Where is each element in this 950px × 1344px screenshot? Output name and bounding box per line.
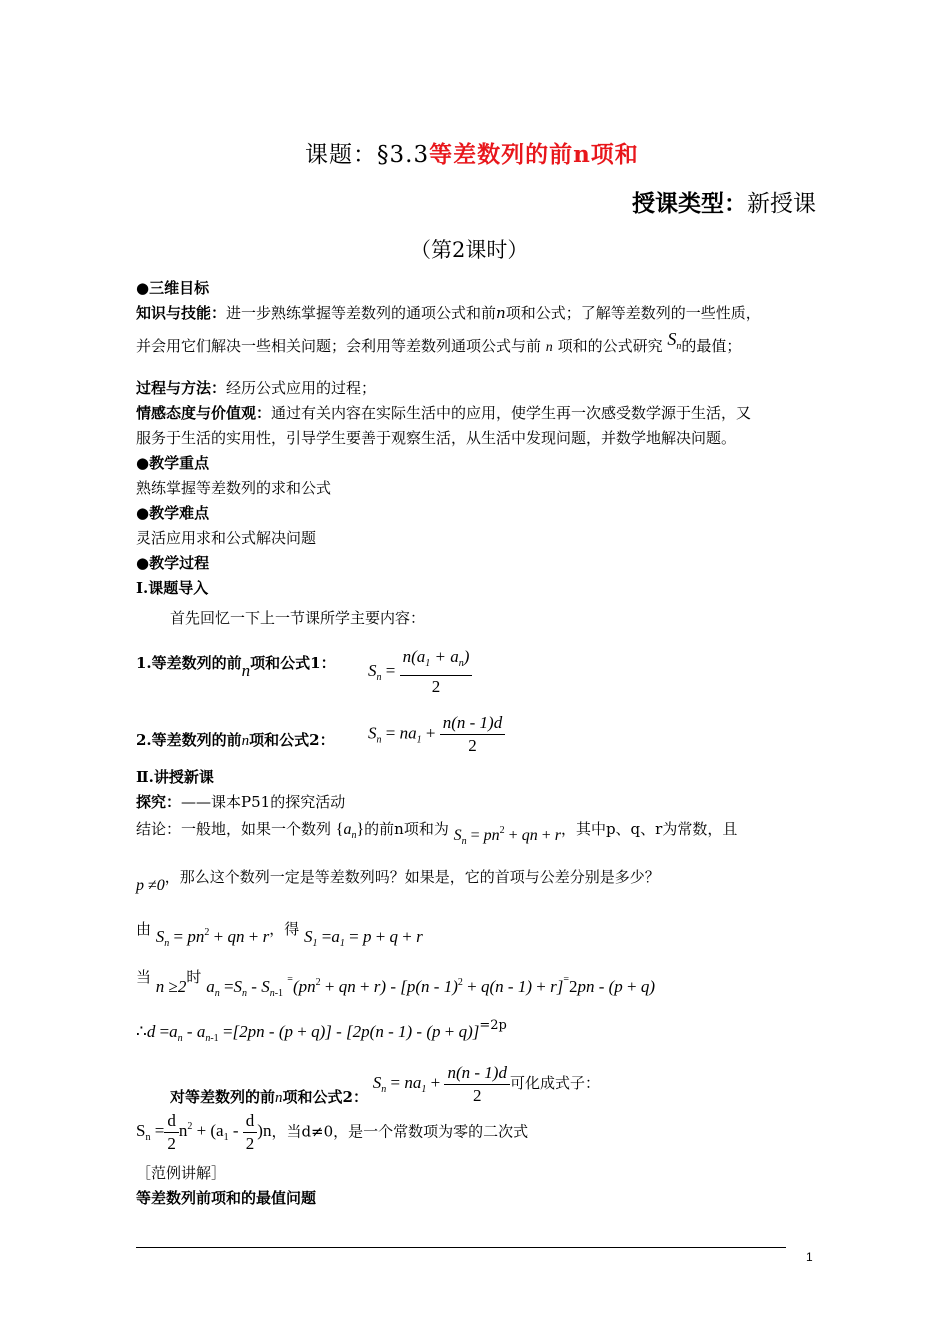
section2-heading: Ⅱ.讲授新课	[136, 768, 214, 786]
formula2-repeat: $S_n = na_1$ + $\frac{n(n - 1)d}{2}$	[373, 1073, 510, 1092]
knowledge-text-b: 项和公式；了解等差数列的一些性质，	[505, 304, 761, 322]
math-n-ge2: n ≥2	[155, 977, 187, 996]
math-n: n	[241, 661, 251, 680]
formula1-label	[136, 652, 336, 680]
derive-eq2p: =2p	[479, 1018, 507, 1033]
goals-heading: ●三维目标	[136, 279, 210, 297]
title-prefix: 课题：§3.3	[305, 142, 430, 168]
conclusion-b: 的前n项和为	[364, 820, 449, 838]
formula2: $S_n = na_1$ + $\frac{n(n - 1)d}{2}$	[368, 712, 505, 757]
conclusion-c: ，其中p、q、r为常数，且	[560, 820, 738, 838]
conclusion-d: ，那么这个数列一定是等差数列吗？如果是，它的首项与公差分别是多少？	[164, 868, 660, 886]
quadratic-line	[136, 1110, 528, 1155]
footer-divider	[136, 1247, 786, 1248]
formula2-label-a: 2.等差数列的前	[136, 731, 242, 749]
difficulty-text: 灵活应用求和公式解决问题	[136, 529, 317, 547]
math-seq: $\{a_n\}$	[335, 821, 365, 841]
knowledge-text-c: 并会用它们解决一些相关问题；会利用等差数列通项公式与前	[136, 337, 542, 355]
formula2-label	[136, 729, 335, 750]
derive-line2	[136, 964, 656, 999]
explore-line	[136, 791, 345, 812]
period: （第2课时）	[410, 238, 529, 262]
emotion-line1	[136, 402, 751, 423]
difficulty-heading: ●教学难点	[136, 504, 210, 522]
process-heading: ●教学过程	[136, 554, 210, 572]
page-number: 1	[806, 1250, 813, 1264]
knowledge-line2	[136, 329, 742, 358]
derive-line3	[136, 1018, 507, 1044]
knowledge-line1	[136, 302, 761, 323]
process-label: 过程与方法：	[136, 379, 227, 397]
math-Sn-def: $S_n = pn^2$ + qn + r	[453, 825, 561, 847]
conclusion-line1	[136, 818, 738, 847]
explore-text: ——课本P51的探究活动	[181, 793, 346, 811]
math-n: n	[545, 340, 553, 355]
formula1: $S_n$ = $\frac{n(a_1 + a_n)}{2}$	[368, 646, 472, 698]
section1-heading: Ⅰ.课题导入	[136, 579, 209, 597]
math-eq2: $S_1 =a_1 = p + q + r$	[304, 927, 423, 949]
knowledge-text-d: 项和的公式研究	[557, 337, 663, 355]
knowledge-text-a: 进一步熟练掌握等差数列的通项公式和前	[226, 304, 497, 322]
math-Sn: $S_n$	[667, 329, 682, 352]
keypoint-text: 熟练掌握等差数列的求和公式	[136, 479, 332, 497]
derive-line1	[136, 918, 423, 949]
lesson-type-label: 授课类型：	[632, 190, 747, 217]
page-title	[305, 136, 639, 169]
rewrite-tail: 可化成式子：	[509, 1074, 600, 1093]
math-n: n	[275, 1090, 283, 1107]
math-quadratic: $S_n$ = $\frac{d}{2}$ $n^2 + (a_1$ - $\frac{d}{2}$ )n	[136, 1111, 272, 1153]
conclusion-line2	[136, 866, 660, 894]
conclusion-a: 结论：一般地，如果一个数列	[136, 820, 332, 838]
math-d: ∴d $=a_n - a_{n-1} =[2pn - (p + q)] - [2p(n - 1) - (p + q)]$	[136, 1022, 480, 1044]
lesson-type	[632, 185, 816, 218]
explore-label: 探究：	[136, 793, 182, 811]
formula2-label-b: 项和公式2：	[249, 731, 335, 749]
process-text: 经历公式应用的过程；	[226, 379, 377, 397]
knowledge-text-e: 的最值；	[681, 337, 742, 355]
derive-dang: 当	[136, 968, 152, 986]
emotion-line2: 服务于生活的实用性，引导学生要善于观察生活，从生活中发现问题，并数学地解决问题。	[136, 429, 737, 447]
formula1-label-b: 项和公式1：	[250, 654, 336, 672]
rewrite-label-a: 对等差数列的前	[170, 1088, 276, 1107]
emotion-text-a: 通过有关内容在实际生活中的应用，使学生再一次感受数学源于生活，又	[271, 404, 752, 422]
rewrite-note: ，当d≠0，是一个常数项为零的二次式	[271, 1122, 529, 1141]
rewrite-line	[170, 1062, 600, 1107]
math-n: n	[241, 733, 250, 749]
formula1-label-a: 1.等差数列的前	[136, 654, 242, 672]
derive-shi: 时	[186, 968, 202, 986]
knowledge-n: n	[496, 304, 506, 322]
knowledge-label: 知识与技能：	[136, 304, 227, 322]
keypoint-heading: ●教学重点	[136, 454, 210, 472]
examples-sub: 等差数列前项和的最值问题	[136, 1189, 317, 1207]
rewrite-label-b: 项和公式2：	[282, 1088, 368, 1107]
section1-intro: 首先回忆一下上一节课所学主要内容：	[170, 609, 426, 627]
examples-heading: ［范例讲解］	[136, 1164, 227, 1182]
lesson-type-value: 新授课	[747, 191, 816, 217]
math-an-derive: $a_n =S_n - S_{n-1}$ $^=(pn^2$ + qn + r) - [p(n - 1)$^2$ + q(n - 1) + r]=2pn - (p + q)	[206, 974, 656, 999]
process-line	[136, 377, 376, 398]
emotion-label: 情感态度与价值观：	[136, 404, 272, 422]
derive-de: ，得	[269, 920, 300, 938]
derive-you: 由	[136, 920, 152, 938]
math-eq1: $S_n = pn^2$ + qn + r	[155, 927, 270, 949]
title-highlight: 等差数列的前n项和	[429, 141, 639, 168]
math-p-neq: p ≠0	[136, 877, 165, 894]
